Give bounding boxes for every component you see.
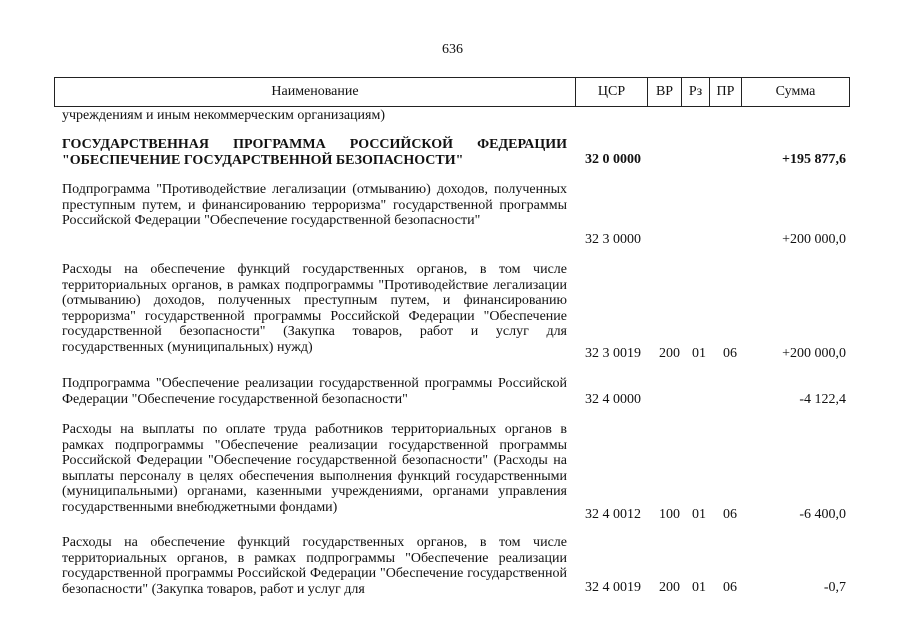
row-sum: +200 000,0: [782, 232, 846, 247]
page-number: 636: [442, 42, 463, 57]
row-rz: 01: [692, 507, 706, 522]
header-sum: Сумма: [741, 78, 849, 106]
row-sum: -6 400,0: [799, 507, 846, 522]
header-pr: ПР: [709, 78, 741, 106]
row-name: Подпрограмма "Обеспечение реализации государственной программы Российской Федерации "Обеспечение государственной безопасности": [62, 376, 567, 407]
row-name: Расходы на обеспечение функций государственных органов, в том числе территориальных органов, в рамках подпрограммы "Противодействие легализации (отмыванию) доходов, полученных преступным путем, и финансированию терроризма" государственной программы Российской Федерации "Обеспечение государственной безопасности" (Закупка товаров, работ и услуг для государственных (муниципальных) нужд): [62, 262, 567, 355]
row-name: Подпрограмма "Противодействие легализации (отмыванию) доходов, полученных преступным путем, и финансированию терроризма" государственной программы Российской Федерации "Обеспечение государственной безопасности": [62, 182, 567, 228]
row-csr: 32 3 0019: [585, 346, 641, 361]
header-name: Наименование: [271, 84, 359, 99]
continuation-text: учреждениям и иным некоммерческим организациям): [62, 108, 386, 123]
row-name: Расходы на обеспечение функций государственных органов, в том числе территориальных органов, в рамках подпрограммы "Обеспечение реализации государственной программы Российской Федерации "Обеспечение государственной безопасности" (Закупка товаров, работ и услуг для: [62, 535, 567, 597]
row-name: Расходы на выплаты по оплате труда работников территориальных органов в рамках подпрограммы "Обеспечение реализации государственной программы Российской Федерации "Обеспечение государственной безопасности" (Расходы на выплаты персоналу в целях обеспечения выполнения функций государственными (муниципальными) органами, казенными учреждениями, органами управления государственными внебюджетными фондами): [62, 422, 567, 515]
row-sum: +195 877,6: [782, 152, 846, 167]
row-csr: 32 0 0000: [585, 152, 641, 167]
header-rz: Рз: [681, 78, 709, 106]
row-vr: 200: [659, 580, 680, 595]
row-pr: 06: [723, 346, 737, 361]
row-sum: -0,7: [823, 580, 846, 595]
header-csr: ЦСР: [575, 78, 647, 106]
row-rz: 01: [692, 346, 706, 361]
row-name: ГОСУДАРСТВЕННАЯ ПРОГРАММА РОССИЙСКОЙ ФЕДЕРАЦИИ "ОБЕСПЕЧЕНИЕ ГОСУДАРСТВЕННОЙ БЕЗОПАСНОСТИ": [62, 137, 567, 168]
row-pr: 06: [723, 507, 737, 522]
row-csr: 32 3 0000: [585, 232, 641, 247]
row-csr: 32 4 0000: [585, 392, 641, 407]
row-rz: 01: [692, 580, 706, 595]
row-csr: 32 4 0019: [585, 580, 641, 595]
table-header: [54, 77, 850, 107]
header-vr: ВР: [647, 78, 681, 106]
row-vr: 100: [659, 507, 680, 522]
row-sum: +200 000,0: [782, 346, 846, 361]
row-csr: 32 4 0012: [585, 507, 641, 522]
row-pr: 06: [723, 580, 737, 595]
row-vr: 200: [659, 346, 680, 361]
row-sum: -4 122,4: [799, 392, 846, 407]
